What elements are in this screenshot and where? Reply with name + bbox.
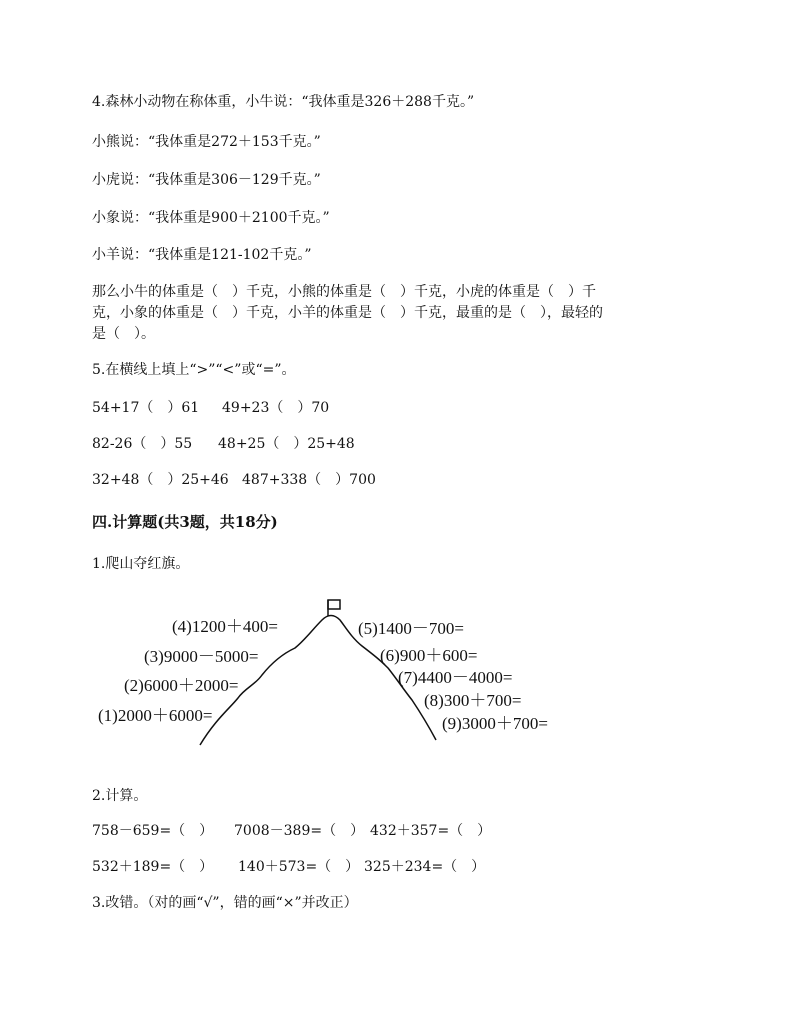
climb-item-1: (1)2000＋6000= (98, 706, 213, 725)
climb-item-5: (5)1400－700= (358, 619, 464, 638)
c2-title: 2.计算。 (92, 788, 148, 804)
q4-line-1: 4.森林小动物在称体重，小牛说：“我体重是326＋288千克。” (92, 94, 475, 110)
climb-item-9: (9)3000＋700= (442, 714, 548, 733)
q5-item: 32+48（ ）25+46 (92, 472, 229, 488)
q4-line-5: 小羊说：“我体重是121-102千克。” (92, 247, 312, 263)
q4-line-4: 小象说：“我体重是900＋2100千克。” (92, 210, 330, 226)
section-title: 四.计算题(共3题，共18分) (92, 513, 278, 531)
q4-line-3: 小虎说：“我体重是306－129千克。” (92, 172, 321, 188)
c2-item: 325＋234=（ ） (364, 859, 486, 875)
c3-title: 3.改错。（对的画“√”，错的画“×”并改正） (92, 895, 358, 911)
c2-item: 758－659=（ ） (92, 823, 214, 839)
c2-item: 140＋573=（ ） (238, 859, 360, 875)
q5-title: 5.在横线上填上“>”“<”或“=”。 (92, 362, 296, 378)
q5-item: 82-26（ ）55 (92, 436, 193, 452)
climb-item-2: (2)6000＋2000= (124, 676, 239, 695)
climb-item-6: (6)900＋600= (380, 646, 478, 665)
q4-question-paragraph: 那么小牛的体重是（ ）千克，小熊的体重是（ ）千克，小虎的体重是（ ）千克，小象的体重是（ ）千克，小羊的体重是（ ）千克，最重的是（ ），最轻的是（ ）。 (92, 284, 603, 342)
q5-item: 54+17（ ）61 (92, 400, 200, 416)
climb-item-7: (7)4400－4000= (398, 668, 513, 687)
mountain-diagram (90, 590, 570, 750)
c1-title: 1.爬山夺红旗。 (92, 556, 190, 572)
flag-icon (328, 600, 340, 609)
q4-line-2: 小熊说：“我体重是272＋153千克。” (92, 134, 321, 150)
q5-item: 49+23（ ）70 (222, 400, 330, 416)
climb-item-8: (8)300＋700= (424, 691, 522, 710)
climb-item-4: (4)1200＋400= (172, 617, 278, 636)
c2-item: 532＋189=（ ） (92, 859, 214, 875)
c2-item: 7008－389=（ ） (234, 823, 365, 839)
climb-item-3: (3)9000－5000= (144, 647, 259, 666)
q5-item: 487+338（ ）700 (242, 472, 376, 488)
c2-item: 432＋357=（ ） (370, 823, 492, 839)
q5-item: 48+25（ ）25+48 (218, 436, 355, 452)
